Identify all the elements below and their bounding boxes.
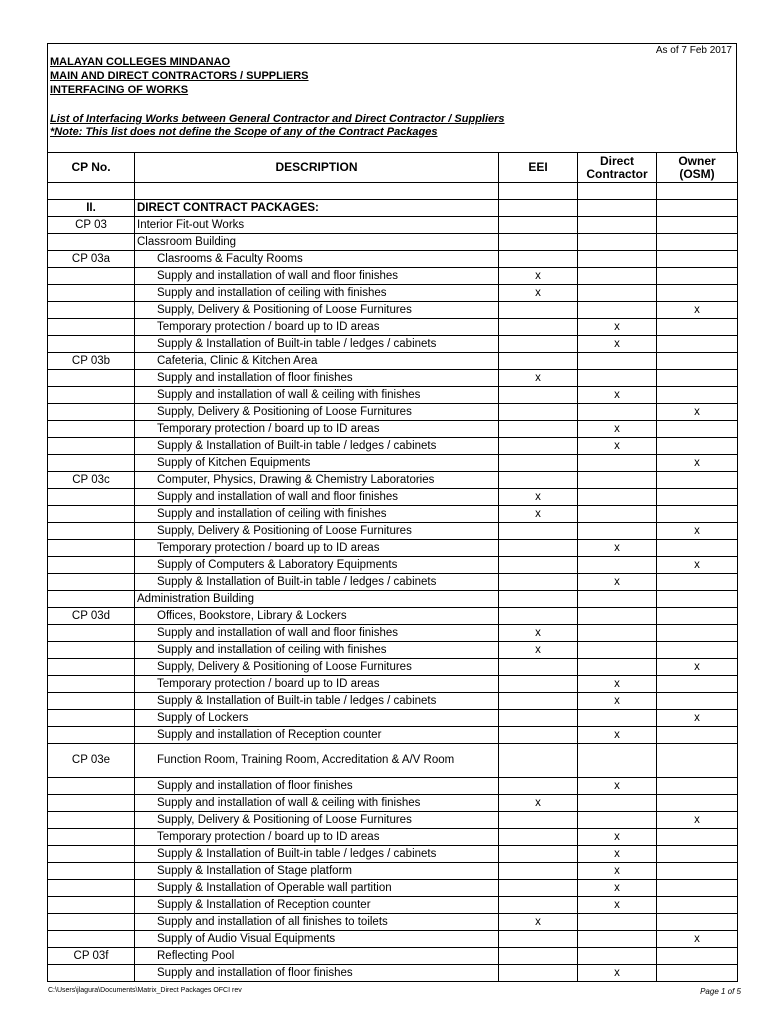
cp-number-cell [48,523,135,540]
owner-mark-cell [657,880,738,897]
owner-mark-cell [657,472,738,489]
direct-contractor-mark-cell [578,285,657,302]
table-body [48,183,738,982]
direct-contractor-mark-cell: x [578,846,657,863]
owner-mark-cell [657,795,738,812]
table-row [48,676,738,693]
description-cell: Supply and installation of floor finishes [135,778,499,795]
cp-number-cell [48,387,135,404]
eei-mark-cell: x [499,506,578,523]
owner-mark-cell [657,846,738,863]
description-cell: Temporary protection / board up to ID areas [135,676,499,693]
owner-mark-cell: x [657,557,738,574]
description-cell: Interior Fit-out Works [135,217,499,234]
description-cell: Supply, Delivery & Positioning of Loose Furnitures [135,404,499,421]
eei-mark-cell [499,880,578,897]
cp-number-cell [48,285,135,302]
owner-mark-cell [657,965,738,982]
owner-mark-cell [657,676,738,693]
eei-mark-cell [499,438,578,455]
direct-contractor-mark-cell: x [578,727,657,744]
cp-number-cell [48,863,135,880]
table-row [48,336,738,353]
cp-number-cell [48,727,135,744]
description-cell: Supply, Delivery & Positioning of Loose Furnitures [135,812,499,829]
cp-number-cell [48,302,135,319]
direct-contractor-mark-cell [578,931,657,948]
table-row [48,472,738,489]
description-cell: Cafeteria, Clinic & Kitchen Area [135,353,499,370]
owner-mark-cell [657,489,738,506]
table-row [48,659,738,676]
direct-contractor-mark-cell [578,489,657,506]
direct-contractor-mark-cell [578,710,657,727]
description-cell: Supply & Installation of Operable wall partition [135,880,499,897]
owner-mark-cell [657,591,738,608]
direct-contractor-mark-cell [578,506,657,523]
cp-number-cell [48,931,135,948]
direct-contractor-mark-cell [578,200,657,217]
cp-number-cell [48,540,135,557]
direct-contractor-mark-cell: x [578,965,657,982]
owner-mark-cell: x [657,812,738,829]
direct-contractor-mark-cell: x [578,778,657,795]
owner-mark-cell [657,863,738,880]
eei-mark-cell [499,336,578,353]
description-cell: Reflecting Pool [135,948,499,965]
eei-mark-cell [499,404,578,421]
direct-contractor-mark-cell [578,353,657,370]
table-row [48,234,738,251]
eei-mark-cell [499,659,578,676]
table-row [48,404,738,421]
direct-contractor-mark-cell [578,591,657,608]
eei-mark-cell [499,965,578,982]
eei-mark-cell [499,829,578,846]
eei-mark-cell [499,234,578,251]
description-cell: Supply & Installation of Built-in table / ledges / cabinets [135,336,499,353]
cp-number-cell: CP 03 [48,217,135,234]
cp-number-cell [48,710,135,727]
description-cell: Function Room, Training Room, Accreditation & A/V Room [135,744,499,778]
eei-mark-cell [499,183,578,200]
cp-number-cell: CP 03c [48,472,135,489]
cp-number-cell: CP 03b [48,353,135,370]
eei-mark-cell [499,608,578,625]
table-row [48,353,738,370]
description-cell: Supply and installation of wall and floor finishes [135,489,499,506]
description-cell: Offices, Bookstore, Library & Lockers [135,608,499,625]
table-row [48,217,738,234]
description-cell: Supply and installation of ceiling with finishes [135,285,499,302]
description-cell: Supply & Installation of Built-in table / ledges / cabinets [135,574,499,591]
eei-mark-cell [499,574,578,591]
eei-mark-cell [499,778,578,795]
table-row [48,455,738,472]
direct-contractor-mark-cell [578,268,657,285]
eei-mark-cell [499,591,578,608]
cp-number-cell [48,336,135,353]
description-cell: Temporary protection / board up to ID areas [135,540,499,557]
table-row [48,251,738,268]
table-row [48,625,738,642]
direct-contractor-mark-cell [578,251,657,268]
direct-contractor-mark-cell [578,523,657,540]
description-cell: Supply & Installation of Built-in table / ledges / cabinets [135,846,499,863]
description-cell: Supply & Installation of Built-in table / ledges / cabinets [135,438,499,455]
description-cell: Administration Building [135,591,499,608]
cp-number-cell: II. [48,200,135,217]
table-row [48,608,738,625]
eei-mark-cell [499,863,578,880]
description-cell: Supply and installation of wall & ceiling with finishes [135,387,499,404]
column-header-description: DESCRIPTION [135,153,499,183]
table-header-row [48,153,738,183]
table-row [48,574,738,591]
table-row [48,778,738,795]
note-line-1: List of Interfacing Works between General Contractor and Direct Contractor / Suppliers [50,113,505,125]
document-header [47,43,737,152]
description-cell [135,183,499,200]
eei-mark-cell [499,846,578,863]
eei-mark-cell [499,693,578,710]
direct-contractor-mark-cell [578,625,657,642]
owner-mark-cell [657,506,738,523]
owner-mark-cell: x [657,302,738,319]
direct-contractor-mark-cell [578,404,657,421]
direct-contractor-mark-cell [578,948,657,965]
table-row [48,523,738,540]
owner-mark-cell [657,727,738,744]
direct-contractor-mark-cell [578,812,657,829]
eei-mark-cell [499,744,578,778]
direct-contractor-mark-cell [578,183,657,200]
eei-mark-cell [499,217,578,234]
cp-number-cell [48,234,135,251]
owner-mark-cell [657,438,738,455]
table-row [48,540,738,557]
owner-mark-cell: x [657,659,738,676]
table-row [48,693,738,710]
description-cell: Supply and installation of wall & ceiling with finishes [135,795,499,812]
description-cell: Temporary protection / board up to ID areas [135,421,499,438]
direct-contractor-mark-cell: x [578,693,657,710]
description-cell: Supply, Delivery & Positioning of Loose Furnitures [135,302,499,319]
direct-contractor-mark-cell [578,914,657,931]
eei-mark-cell: x [499,795,578,812]
as-of-date: As of 7 Feb 2017 [655,45,732,56]
description-cell: Supply and installation of floor finishes [135,965,499,982]
owner-mark-cell [657,370,738,387]
direct-contractor-mark-cell: x [578,319,657,336]
description-cell: Supply, Delivery & Positioning of Loose Furnitures [135,523,499,540]
table-row [48,897,738,914]
direct-contractor-mark-cell [578,234,657,251]
owner-mark-cell [657,574,738,591]
owner-mark-cell [657,744,738,778]
description-cell: Supply and installation of ceiling with finishes [135,642,499,659]
direct-contractor-mark-cell: x [578,574,657,591]
owner-mark-cell [657,217,738,234]
owner-mark-cell [657,914,738,931]
table-row [48,744,738,778]
owner-mark-cell [657,540,738,557]
eei-mark-cell [499,319,578,336]
direct-contractor-mark-cell: x [578,387,657,404]
direct-contractor-mark-cell [578,302,657,319]
cp-number-cell [48,268,135,285]
owner-mark-cell [657,642,738,659]
direct-contractor-mark-cell: x [578,421,657,438]
cp-number-cell [48,625,135,642]
eei-mark-cell [499,540,578,557]
eei-mark-cell: x [499,268,578,285]
direct-contractor-mark-cell: x [578,863,657,880]
owner-mark-cell [657,183,738,200]
direct-contractor-mark-cell [578,557,657,574]
direct-contractor-mark-cell: x [578,438,657,455]
direct-contractor-mark-cell: x [578,829,657,846]
eei-mark-cell [499,812,578,829]
table-row [48,387,738,404]
eei-mark-cell [499,727,578,744]
description-cell: Supply, Delivery & Positioning of Loose Furnitures [135,659,499,676]
cp-number-cell [48,642,135,659]
table-row [48,829,738,846]
cp-number-cell [48,880,135,897]
owner-mark-cell [657,948,738,965]
cp-number-cell [48,557,135,574]
column-header-direct-contractor: Direct Contractor [578,153,657,183]
table-row [48,319,738,336]
table-row [48,268,738,285]
cp-number-cell: CP 03e [48,744,135,778]
direct-contractor-mark-cell: x [578,540,657,557]
description-cell: Supply of Audio Visual Equipments [135,931,499,948]
eei-mark-cell [499,251,578,268]
description-cell: Supply and installation of wall and floor finishes [135,268,499,285]
description-cell: Clasrooms & Faculty Rooms [135,251,499,268]
table-row [48,727,738,744]
description-cell: Temporary protection / board up to ID areas [135,829,499,846]
table-row [48,965,738,982]
direct-contractor-mark-cell [578,370,657,387]
cp-number-cell [48,319,135,336]
eei-mark-cell [499,200,578,217]
eei-mark-cell [499,557,578,574]
table-row [48,489,738,506]
eei-mark-cell [499,421,578,438]
cp-number-cell: CP 03f [48,948,135,965]
cp-number-cell [48,897,135,914]
table-row [48,285,738,302]
direct-contractor-mark-cell [578,217,657,234]
description-cell: Temporary protection / board up to ID areas [135,319,499,336]
table-row [48,591,738,608]
description-cell: Supply of Lockers [135,710,499,727]
description-cell: Supply and installation of Reception counter [135,727,499,744]
table-row [48,812,738,829]
owner-mark-cell [657,285,738,302]
eei-mark-cell [499,455,578,472]
description-cell: DIRECT CONTRACT PACKAGES: [135,200,499,217]
table-row [48,710,738,727]
owner-mark-cell: x [657,523,738,540]
owner-mark-cell [657,234,738,251]
eei-mark-cell [499,302,578,319]
owner-mark-cell: x [657,404,738,421]
eei-mark-cell: x [499,370,578,387]
cp-number-cell: CP 03d [48,608,135,625]
description-cell: Supply and installation of floor finishes [135,370,499,387]
title-line-3: INTERFACING OF WORKS [50,84,189,96]
eei-mark-cell: x [499,914,578,931]
direct-contractor-mark-cell [578,744,657,778]
owner-mark-cell [657,421,738,438]
column-header-owner: Owner (OSM) [657,153,738,183]
description-cell: Supply & Installation of Stage platform [135,863,499,880]
owner-mark-cell: x [657,931,738,948]
cp-number-cell [48,914,135,931]
direct-contractor-mark-cell [578,659,657,676]
cp-number-cell [48,965,135,982]
cp-number-cell [48,591,135,608]
direct-contractor-mark-cell [578,455,657,472]
owner-mark-cell [657,829,738,846]
cp-number-cell [48,370,135,387]
eei-mark-cell [499,676,578,693]
owner-mark-cell [657,353,738,370]
direct-contractor-mark-cell [578,472,657,489]
eei-mark-cell [499,523,578,540]
owner-mark-cell [657,200,738,217]
owner-mark-cell [657,625,738,642]
direct-contractor-mark-cell: x [578,897,657,914]
cp-number-cell [48,829,135,846]
description-cell: Supply and installation of all finishes to toilets [135,914,499,931]
cp-number-cell [48,659,135,676]
table-row [48,948,738,965]
table-row [48,183,738,200]
cp-number-cell [48,438,135,455]
cp-number-cell [48,812,135,829]
description-cell: Supply & Installation of Built-in table / ledges / cabinets [135,693,499,710]
table-row [48,642,738,659]
eei-mark-cell: x [499,285,578,302]
owner-mark-cell [657,778,738,795]
eei-mark-cell [499,387,578,404]
table-row [48,846,738,863]
owner-mark-cell [657,268,738,285]
cp-number-cell [48,489,135,506]
table-row [48,795,738,812]
owner-mark-cell [657,693,738,710]
owner-mark-cell [657,608,738,625]
eei-mark-cell [499,353,578,370]
description-cell: Classroom Building [135,234,499,251]
eei-mark-cell: x [499,625,578,642]
direct-contractor-mark-cell: x [578,336,657,353]
footer-page-number: Page 1 of 5 [700,987,741,996]
eei-mark-cell [499,710,578,727]
description-cell: Supply & Installation of Reception counter [135,897,499,914]
document-page [47,43,737,982]
description-cell: Computer, Physics, Drawing & Chemistry Laboratories [135,472,499,489]
table-row [48,438,738,455]
direct-contractor-mark-cell [578,608,657,625]
table-row [48,200,738,217]
cp-number-cell [48,676,135,693]
table-row [48,506,738,523]
title-line-1: MALAYAN COLLEGES MINDANAO [50,56,231,68]
table-row [48,863,738,880]
table-row [48,931,738,948]
cp-number-cell [48,846,135,863]
cp-number-cell [48,421,135,438]
eei-mark-cell: x [499,642,578,659]
cp-number-cell [48,506,135,523]
eei-mark-cell [499,472,578,489]
footer-file-path: C:\Users\jlagura\Documents\Matrix_Direct Packages OFCI rev [48,987,242,994]
cp-number-cell [48,404,135,421]
cp-number-cell [48,574,135,591]
owner-mark-cell [657,336,738,353]
description-cell: Supply of Kitchen Equipments [135,455,499,472]
table-row [48,302,738,319]
cp-number-cell [48,693,135,710]
owner-mark-cell [657,251,738,268]
direct-contractor-mark-cell: x [578,880,657,897]
table-row [48,914,738,931]
column-header-cp: CP No. [48,153,135,183]
cp-number-cell [48,455,135,472]
table-row [48,370,738,387]
direct-contractor-mark-cell [578,795,657,812]
eei-mark-cell [499,948,578,965]
cp-number-cell: CP 03a [48,251,135,268]
cp-number-cell [48,795,135,812]
description-cell: Supply and installation of ceiling with finishes [135,506,499,523]
owner-mark-cell: x [657,455,738,472]
description-cell: Supply of Computers & Laboratory Equipments [135,557,499,574]
note-line-2: *Note: This list does not define the Scope of any of the Contract Packages [50,126,438,138]
title-line-2: MAIN AND DIRECT CONTRACTORS / SUPPLIERS [50,70,309,82]
owner-mark-cell [657,387,738,404]
owner-mark-cell: x [657,710,738,727]
direct-contractor-mark-cell [578,642,657,659]
eei-mark-cell: x [499,489,578,506]
table-row [48,421,738,438]
interface-matrix-table [47,152,738,982]
description-cell: Supply and installation of wall and floor finishes [135,625,499,642]
direct-contractor-mark-cell: x [578,676,657,693]
table-row [48,557,738,574]
eei-mark-cell [499,897,578,914]
cp-number-cell [48,183,135,200]
owner-mark-cell [657,319,738,336]
cp-number-cell [48,778,135,795]
eei-mark-cell [499,931,578,948]
column-header-eei: EEI [499,153,578,183]
owner-mark-cell [657,897,738,914]
table-row [48,880,738,897]
